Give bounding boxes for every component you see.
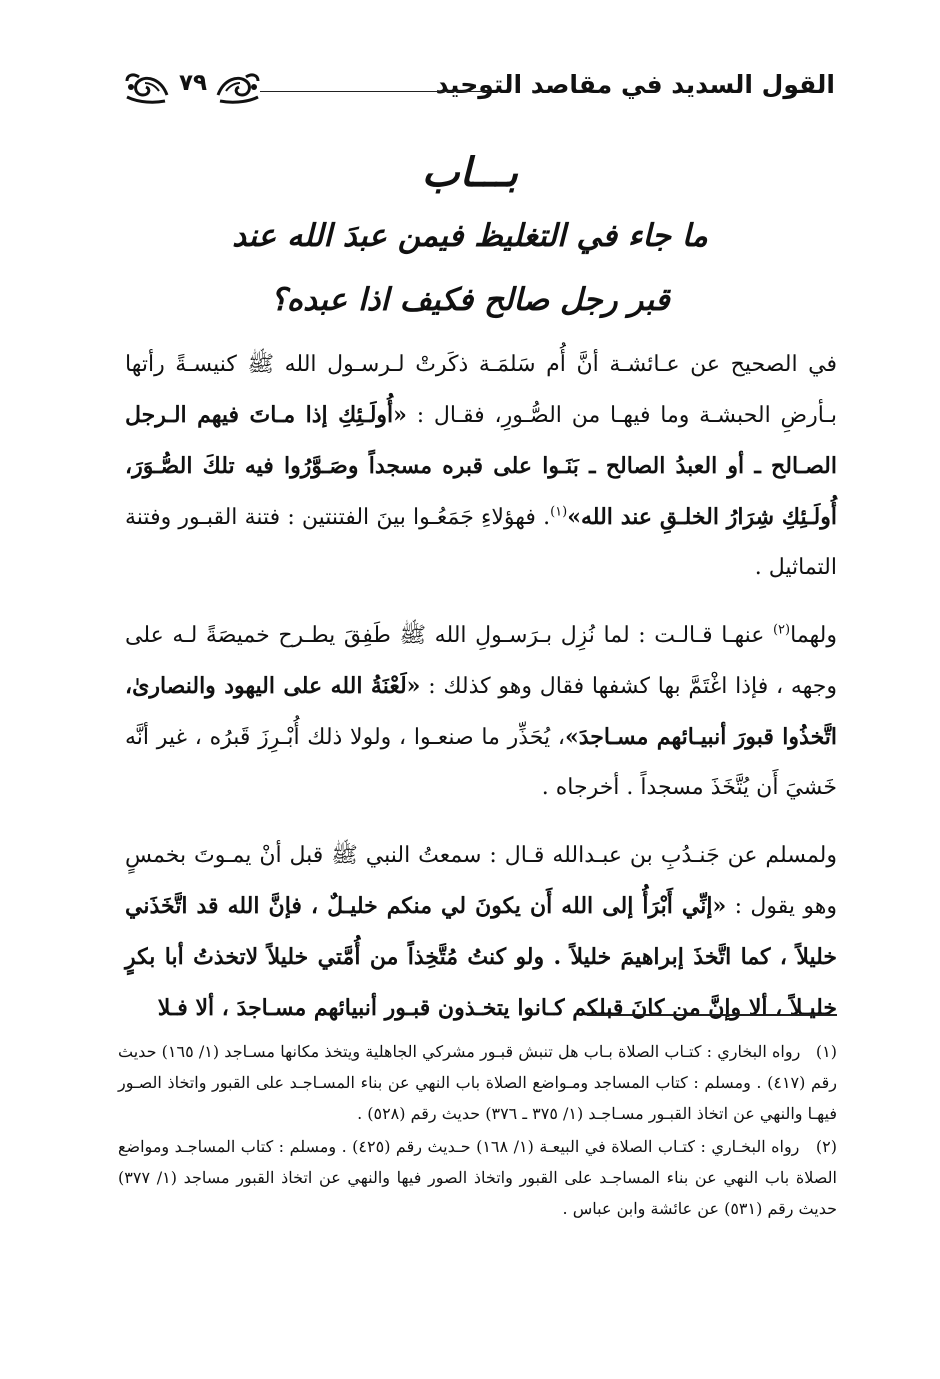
book-title: القول السديد في مقاصد التوحيد	[435, 70, 835, 99]
footnote-text: رواه البخـاري : كتـاب الصلاة في البيعـة (١/ ١٦٨) حـديث رقم (٤٢٥) . ومسلم : كتاب المساجـد ومواضع الصلاة باب النهي عن بناء المساجـد على القبور واتخاذ الصور فيها والنهي عن اتخاذ القبور مساجد (١/ ٣٧٧) حديث رقم (٥٣١) عن عائشة وابن عباس .	[118, 1137, 838, 1218]
footnote-separator	[587, 1014, 837, 1016]
hadith-quote-1: «أُولَـئِكِ إذا مـاتَ فيهم الـرجل الصـالح ـ أو العبدُ الصالح ـ بَنَـوا على قبره مسجداً وصَـوَّرُوا فيه تلكَ الصُّـوَرَ، أُولَـئِكِ شِرَارُ الخلـقِ عند الله»	[125, 402, 837, 530]
page-number-group	[125, 64, 260, 114]
footnotes	[118, 1036, 837, 1226]
chapter-title-line-1: ما جاء في التغليظ فيمن عبدَ الله عند	[232, 218, 708, 254]
paragraph-1-intro: في الصحيح عن عـائشـة أنَّ أُم سَلمَـة ذكَرتْ لـرسـول الله ﷺ كنيسـةً رأتها بـأرضِ الحبشـة وما فيهـا من الصُّـورِ، فقـال :	[125, 352, 837, 428]
footnote	[118, 1131, 837, 1224]
paragraph-1-comment: . فهؤلاءِ جَمَعُـوا بينَ الفتنتين : فتنة القبـور وفتنة التماثيل .	[125, 505, 837, 580]
ornament-right-icon	[216, 71, 260, 105]
paragraph-3-intro: ولمسلم عن جَنـدُبِ بن عبـدالله قـال : سمعتُ النبي ﷺ قبل أنْ يمـوتَ بخمسٍ وهو يقول :	[125, 843, 837, 919]
chapter-title-line-2: قبر رجل صالح فكيف اذا عبده؟	[270, 282, 670, 318]
paragraph-2	[125, 611, 837, 813]
paragraph-2-comment: ، يُحَذِّر ما صنعـوا ، ولولا ذلك أُبْـرِزَ قَبرُه ، غير أنَّه خَشيَ أَن يُتَّخَذَ مسجداً . أخرجاه .	[125, 725, 837, 800]
footnote-ref-2: (٢)	[772, 622, 791, 638]
running-header	[125, 64, 835, 120]
chapter-label: بـــاب	[421, 150, 519, 196]
paragraph-1	[125, 340, 837, 593]
footnote	[118, 1036, 837, 1129]
paragraph-3	[125, 831, 837, 1034]
hadith-quote-2: «لَعْنَةُ الله على اليهود والنصارىٰ، اتَّخذُوا قبورَ أنبيـائهم مسـاجدَ»	[125, 673, 838, 750]
footnote-number: (١)	[815, 1042, 837, 1061]
page-number: ٧٩	[178, 70, 208, 96]
footnote-text: رواه البخاري : كتـاب الصلاة بـاب هل تنبش قبـور مشركي الجاهلية ويتخذ مكانها مسـاجد (١/ ١٦٥) حديث رقم (٤١٧) . ومسلم : كتاب المساجد ومـواضع الصلاة باب النهي عن بناء المسـاجـد على القبور واتخاذ الصـور فيهـا والنهي عن اتخاذ القبـور مسـاجـد (١/ ٣٧٥ ـ ٣٧٦) حديث رقم (٥٢٨) .	[118, 1042, 838, 1123]
footnote-ref-1: (١)	[550, 504, 568, 520]
footnote-number: (٢)	[815, 1137, 838, 1156]
ornament-left-icon	[125, 71, 169, 105]
paragraph-2-intro: عنهـا قـالـت : لما نُزِل بـرَسـولِ الله ﷺ طَفِقَ يطـرح خميصَةً لـه على وجهه ، فإذا اغْتَمَّ بها كشفها فقال وهو كذلك :	[125, 623, 838, 699]
paragraph-2-lead: ولهما	[790, 623, 837, 648]
body-text	[125, 340, 837, 1052]
header-rule	[260, 91, 490, 92]
hadith-quote-3: «إنِّي أَبْرَأُ إلى الله أَن يكونَ لي منكم خليـلٌ ، فإنَّ الله قد اتَّخَذَني خليلاً ، كما اتَّخذَ إبراهيمَ خليلاً . ولو كنتُ مُتَّخِذاً من أُمَّتي خليلاً لاتخذتُ أبا بكرٍ خليـلاً ، ألا وإنَّ من كانَ قبلكم كـانوا يتخـذون قبـور أنبيائهم مسـاجدَ ، ألا فـلا	[125, 893, 837, 1021]
